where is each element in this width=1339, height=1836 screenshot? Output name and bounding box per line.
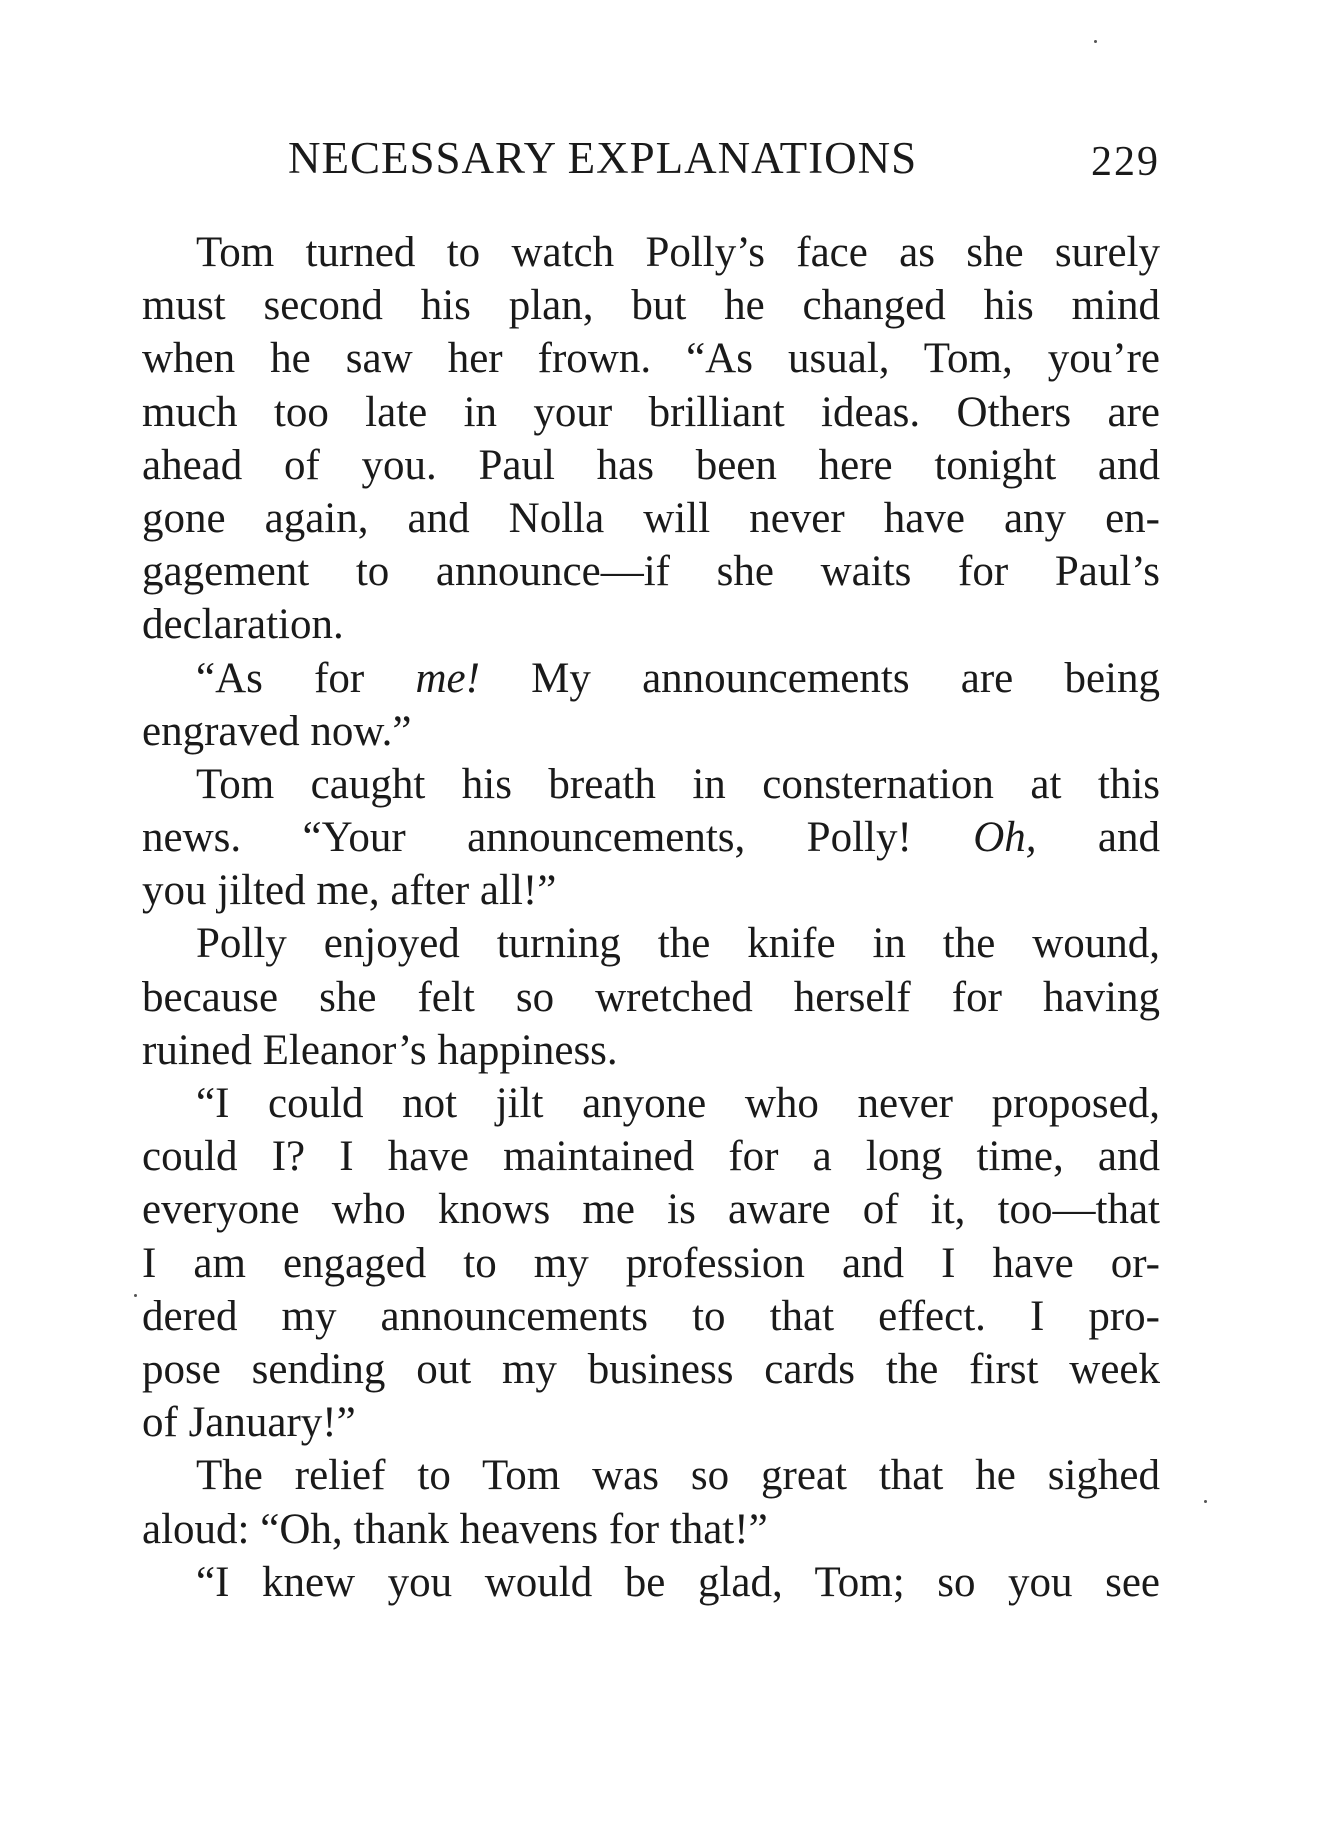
text-line: gagement to announce—if she waits for Paul’s xyxy=(142,548,1160,596)
text-line: engraved now.” xyxy=(142,707,412,755)
text-line: everyone who knows me is aware of it, too—that xyxy=(142,1186,1160,1234)
text-line: when he saw her frown. “As usual, Tom, you’re xyxy=(142,335,1160,383)
text-segment: and xyxy=(1036,814,1160,862)
text-line: could I? I have maintained for a long time, and xyxy=(142,1133,1160,1181)
text-line xyxy=(142,652,1160,705)
text-line: ruined Eleanor’s happiness. xyxy=(142,1026,618,1074)
body-text xyxy=(142,226,1160,1609)
text-segment: “As for xyxy=(196,654,416,702)
italic-emphasis: me! xyxy=(415,654,480,702)
text-line: Tom caught his breath in consternation at this xyxy=(196,760,1160,808)
text-line: must second his plan, but he changed his mind xyxy=(142,282,1160,330)
text-line: declaration. xyxy=(142,601,344,649)
text-line: gone again, and Nolla will never have any en- xyxy=(142,494,1160,542)
text-line: “I knew you would be glad, Tom; so you see xyxy=(196,1558,1160,1606)
text-line: aloud: “Oh, thank heavens for that!” xyxy=(142,1505,768,1553)
print-speck xyxy=(1094,40,1097,43)
text-line: ahead of you. Paul has been here tonight and xyxy=(142,441,1160,489)
text-line: Polly enjoyed turning the knife in the wound, xyxy=(196,920,1160,968)
italic-emphasis: Oh, xyxy=(973,814,1037,862)
text-line: of January!” xyxy=(142,1399,356,1447)
text-line: because she felt so wretched herself for having xyxy=(142,973,1160,1021)
text-line: you jilted me, after all!” xyxy=(142,867,557,915)
text-line: I am engaged to my profession and I have or- xyxy=(142,1239,1160,1287)
text-segment: news. “Your announcements, Polly! xyxy=(142,814,974,862)
text-line: dered my announcements to that effect. I pro- xyxy=(142,1292,1160,1340)
text-line: The relief to Tom was so great that he sighed xyxy=(196,1452,1160,1500)
page-number: 229 xyxy=(1091,139,1160,185)
print-speck xyxy=(1204,1500,1207,1503)
text-line: Tom turned to watch Polly’s face as she surely xyxy=(196,229,1160,276)
text-line: “I could not jilt anyone who never proposed, xyxy=(196,1080,1160,1127)
text-segment: My announcements are being xyxy=(479,654,1161,702)
running-head xyxy=(288,128,1160,188)
text-line: pose sending out my business cards the first week xyxy=(142,1345,1160,1393)
running-title: NECESSARY EXPLANATIONS xyxy=(288,133,918,183)
print-speck xyxy=(134,1294,137,1297)
text-line: much too late in your brilliant ideas. Others are xyxy=(142,388,1160,436)
text-line xyxy=(142,811,1160,864)
